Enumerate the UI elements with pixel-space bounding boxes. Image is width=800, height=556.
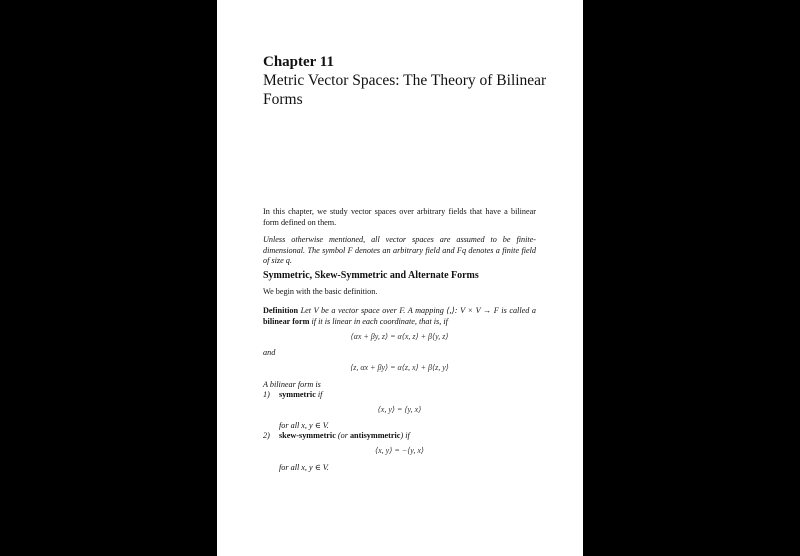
equation-symmetric: ⟨x, y⟩ = ⟨y, x⟩ bbox=[377, 405, 422, 414]
list-item-suffix: if bbox=[317, 390, 323, 399]
equation-second-coordinate: ⟨z, αx + βy⟩ = α⟨z, x⟩ + β⟨z, y⟩ bbox=[350, 363, 449, 372]
chapter-number: Chapter 11 bbox=[263, 54, 334, 70]
definition-label: Definition bbox=[263, 306, 299, 315]
chapter-title: Metric Vector Spaces: The Theory of Bilinear Forms bbox=[263, 72, 547, 108]
definition-text-a: Let V be a vector space over F. A mapping ⟨,⟩: V × V → F is called a bbox=[300, 306, 536, 315]
for-all-text: for all x, y ∈ V. bbox=[279, 463, 329, 472]
equation-skew-symmetric: ⟨x, y⟩ = −⟨y, x⟩ bbox=[374, 446, 425, 455]
intro-paragraph: In this chapter, we study vector spaces over arbitrary fields that have a bilinear form defined on them. bbox=[263, 207, 536, 227]
form-is-text: A bilinear form is bbox=[263, 380, 321, 389]
assumptions-paragraph: Unless otherwise mentioned, all vector spaces are assumed to be finite-dimensional. The symbol F denotes an arbitrary field and Fq denotes a finite field of size q. bbox=[263, 235, 536, 265]
equation-first-coordinate: ⟨αx + βy, z⟩ = α⟨x, z⟩ + β⟨y, z⟩ bbox=[350, 332, 449, 341]
definition-term: bilinear form bbox=[263, 316, 310, 326]
definition-block bbox=[263, 306, 536, 327]
section-lead: We begin with the basic definition. bbox=[263, 287, 378, 296]
and-text: and bbox=[263, 348, 276, 357]
list-item-term: symmetric bbox=[279, 390, 316, 399]
list-item-paren-close: ) if bbox=[400, 431, 410, 440]
definition-text-b: if it is linear in each coordinate, that is, if bbox=[311, 316, 448, 326]
book-page bbox=[217, 0, 583, 556]
list-item-paren-open: (or bbox=[337, 431, 348, 440]
section-heading: Symmetric, Skew-Symmetric and Alternate Forms bbox=[263, 270, 479, 281]
list-item bbox=[263, 390, 543, 401]
for-all-text: for all x, y ∈ V. bbox=[279, 421, 329, 430]
list-item-alt-term: antisymmetric bbox=[349, 431, 401, 440]
list-item-term: skew-symmetric bbox=[279, 431, 336, 440]
list-item bbox=[263, 431, 553, 442]
list-item-number: 1) bbox=[263, 390, 270, 399]
list-item-number: 2) bbox=[263, 431, 270, 440]
